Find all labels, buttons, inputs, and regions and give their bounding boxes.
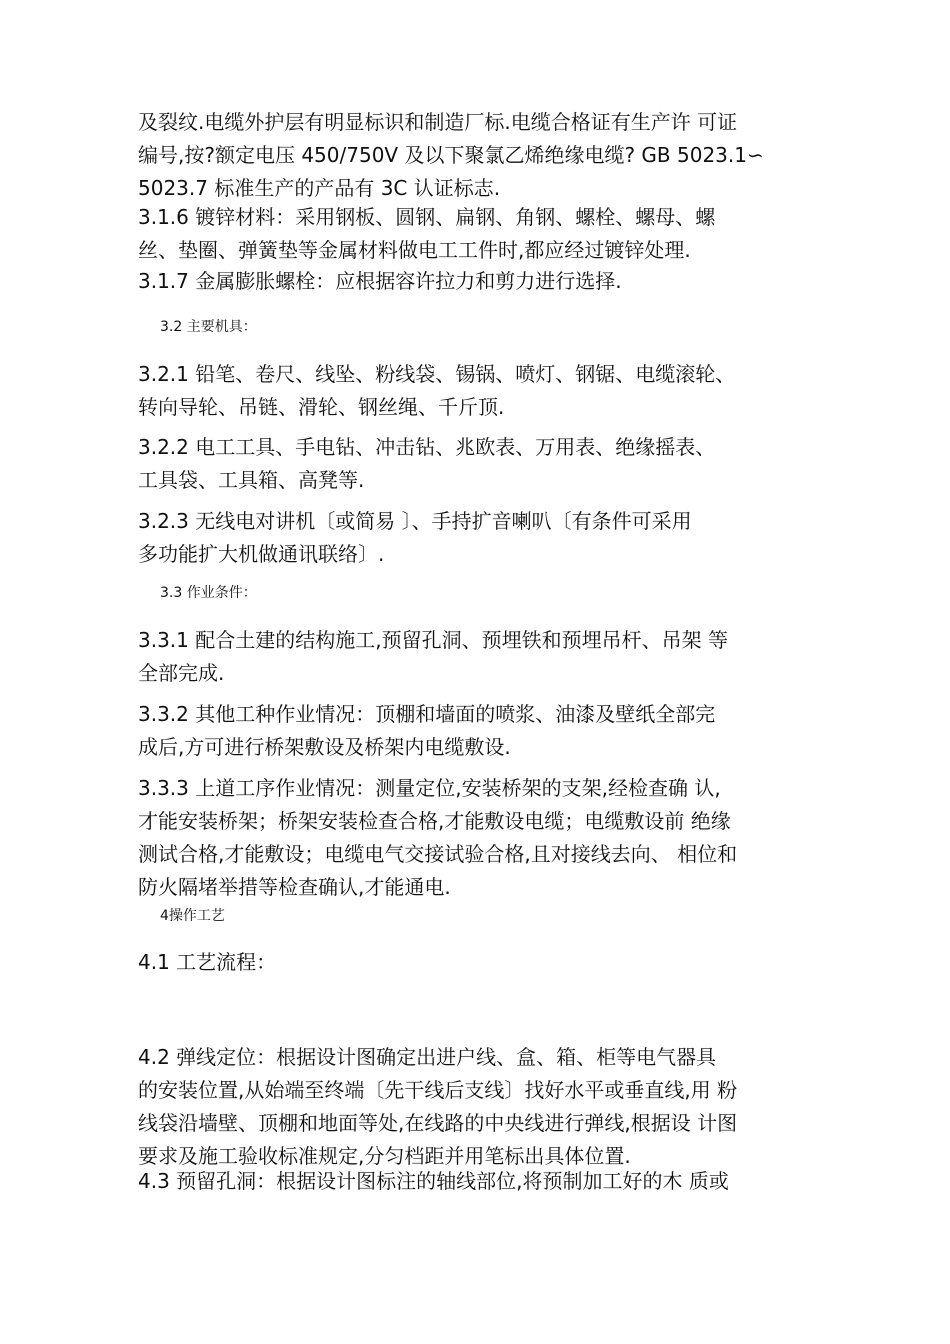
text-line: 测试合格,才能敷设；电缆电气交接试验合格,且对接线去向、 相位和 (138, 842, 738, 866)
text-line: 4.3 预留孔洞：根据设计图标注的轴线部位,将预制加工好的木 质或 (138, 1169, 729, 1193)
text-line: 3.2 主要机具： (160, 319, 257, 335)
text-line: 转向导轮、吊链、滑轮、钢丝绳、千斤顶. (138, 395, 505, 419)
paragraph-3-2-2 (138, 431, 822, 497)
paragraph-3-3-2 (138, 698, 822, 764)
text-line: 全部完成. (138, 661, 225, 685)
paragraph-3-3-1 (138, 624, 822, 690)
paragraph-4 (138, 903, 844, 929)
text-line: 3.3 作业条件： (160, 585, 257, 601)
text-line: 多功能扩大机做通讯联络〕. (138, 542, 385, 566)
paragraph-4-3 (138, 1168, 822, 1194)
text-line: 及裂纹.电缆外护层有明显标识和制造厂标.电缆合格证有生产许 可证 (138, 110, 738, 134)
paragraph-4-1 (138, 949, 822, 975)
text-line: 要求及施工验收标准规定,分匀档距并用笔标出具体位置. (138, 1144, 631, 1168)
paragraph-3-1-6 (138, 201, 822, 267)
paragraph-3-1-7 (138, 268, 822, 294)
text-line: 3.2.3 无线电对讲机〔或简易 〕、手持扩音喇叭〔有条件可采用 (138, 509, 692, 533)
paragraph-cable-marking (138, 106, 822, 205)
paragraph-3-2 (138, 314, 844, 340)
paragraph-4-2 (138, 1041, 822, 1173)
text-line: 工具袋、工具箱、高凳等. (138, 468, 365, 492)
text-line: 才能安装桥架；桥架安装检查合格,才能敷设电缆；电缆敷设前 绝缘 (138, 809, 731, 833)
text-line: 防火隔堵举措等检查确认,才能通电. (138, 875, 451, 899)
text-line: 3.3.1 配合土建的结构施工,预留孔洞、预埋铁和预埋吊杆、吊架 等 (138, 628, 728, 652)
paragraph-3-3 (138, 580, 844, 606)
text-line: 3.2.2 电工工具、手电钻、冲击钻、兆欧表、万用表、绝缘摇表、 (138, 435, 716, 459)
text-line: 3.3.2 其他工种作业情况：顶棚和墙面的喷浆、油漆及壁纸全部完 (138, 702, 716, 726)
text-line: 5023.7 标准生产的产品有 3C 认证标志. (138, 176, 501, 200)
text-line: 4.1 工艺流程： (138, 950, 277, 974)
text-line: 编号,按?额定电压 450/750V 及以下聚氯乙烯绝缘电缆? GB 5023.1∽ (138, 143, 764, 167)
paragraph-3-3-3 (138, 772, 822, 904)
text-line: 丝、垫圈、弹簧垫等金属材料做电工工件时,都应经过镀锌处理. (138, 238, 691, 262)
paragraph-3-2-3 (138, 505, 822, 571)
text-line: 4.2 弹线定位：根据设计图确定出进户线、盒、箱、柜等电气器具 (138, 1045, 717, 1069)
text-line: 3.1.6 镀锌材料：采用钢板、圆钢、扁钢、角钢、螺栓、螺母、螺 (138, 205, 716, 229)
text-line: 的安装位置,从始端至终端〔先干线后支线〕找好水平或垂直线,用 粉 (138, 1078, 738, 1102)
text-line: 3.1.7 金属膨胀螺栓：应根据容许拉力和剪力进行选择. (138, 269, 622, 293)
text-line: 3.3.3 上道工序作业情况：测量定位,安装桥架的支架,经检查确 认, (138, 776, 721, 800)
text-line: 成后,方可进行桥架敷设及桥架内电缆敷设. (138, 735, 511, 759)
paragraph-3-2-1 (138, 358, 822, 424)
text-line: 3.2.1 铅笔、卷尺、线坠、粉线袋、锡锅、喷灯、钢锯、电缆滚轮、 (138, 362, 736, 386)
text-line: 4操作工艺 (160, 908, 225, 924)
text-line: 线袋沿墙壁、顶棚和地面等处,在线路的中央线进行弹线,根据设 计图 (138, 1111, 738, 1135)
